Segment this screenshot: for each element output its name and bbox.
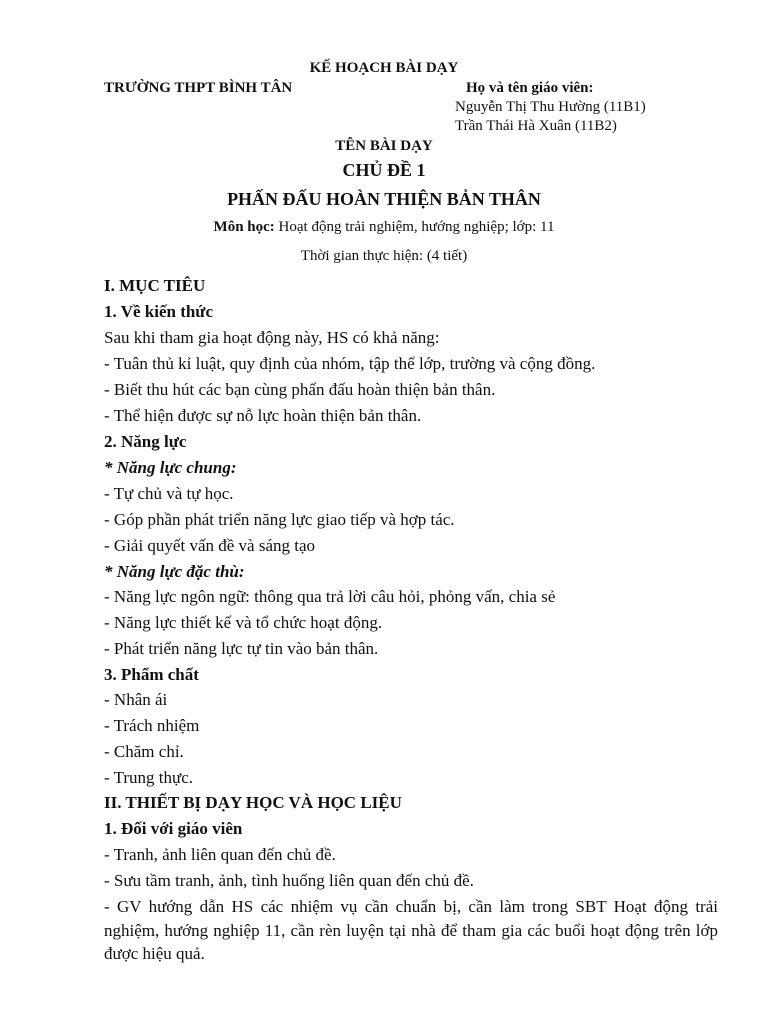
list-item: - Sưu tầm tranh, ảnh, tình huống liên quan đến chủ đề. [104,871,474,890]
teacher-name-1: Nguyễn Thị Thu Hường (11B1) [455,99,646,115]
specific-competence-heading: * Năng lực đặc thù: [104,562,245,581]
list-item: - Thể hiện được sự nỗ lực hoàn thiện bản thân. [104,406,422,425]
list-item: - Trách nhiệm [104,716,200,735]
list-item: - Nhân ái [104,690,168,709]
list-item: - Giải quyết vấn đề và sáng tạo [104,536,316,555]
subject-line [0,219,768,236]
subheading-teacher: 1. Đối với giáo viên [104,819,243,838]
teacher-name-2: Trần Thái Hà Xuân (11B2) [455,118,617,134]
teacher-label: Họ và tên giáo viên: [466,80,594,96]
general-competence-heading: * Năng lực chung: [104,458,237,477]
duration-line: Thời gian thực hiện: (4 tiết) [300,248,468,264]
section-heading-objectives: I. MỤC TIÊU [104,276,206,295]
list-item: - Biết thu hút các bạn cùng phấn đấu hoàn thiện bản thân. [104,380,496,399]
subheading-qualities: 3. Phẩm chất [104,665,199,684]
list-item: - Góp phần phát triển năng lực giao tiếp và hợp tác. [104,510,455,529]
subheading-competence: 2. Năng lực [104,432,187,451]
subject-value: Hoạt động trải nghiệm, hướng nghiệp; lớp: 11 [274,219,555,235]
lesson-name: PHẤN ĐẤU HOÀN THIỆN BẢN THÂN [227,189,541,209]
list-item: - Trung thực. [104,768,194,787]
list-item: - Chăm chỉ. [104,742,184,761]
subheading-knowledge: 1. Về kiến thức [104,302,214,321]
list-item: - Tranh, ảnh liên quan đến chủ đề. [104,845,336,864]
lesson-label: TÊN BÀI DẠY [335,138,433,154]
section-heading-equipment: II. THIẾT BỊ DẠY HỌC VÀ HỌC LIỆU [104,793,402,812]
topic-title: CHỦ ĐỀ 1 [342,160,426,180]
list-item: - Năng lực thiết kế và tổ chức hoạt động. [104,613,383,632]
plan-title: KẾ HOẠCH BÀI DẠY [309,60,459,76]
list-item: - Tuân thủ kỉ luật, quy định của nhóm, tập thể lớp, trường và cộng đồng. [104,354,596,373]
teacher-guidance-paragraph: - GV hướng dẫn HS các nhiệm vụ cần chuẩn bị, cần làm trong SBT Hoạt động trải nghiệm, hướng nghiệp 11, cần rèn luyện tại nhà để tham gia các buổi hoạt động trên lớp được hiệu quả. [104,897,718,963]
list-item: - Năng lực ngôn ngữ: thông qua trả lời câu hỏi, phỏng vấn, chia sẻ [104,587,556,606]
list-item: - Tự chủ và tự học. [104,484,234,503]
subject-label: Môn học: [213,219,275,235]
list-item: - Phát triển năng lực tự tin vào bản thân. [104,639,379,658]
knowledge-intro: Sau khi tham gia hoạt động này, HS có khả năng: [104,328,440,347]
school-name: TRƯỜNG THPT BÌNH TÂN [104,80,293,96]
